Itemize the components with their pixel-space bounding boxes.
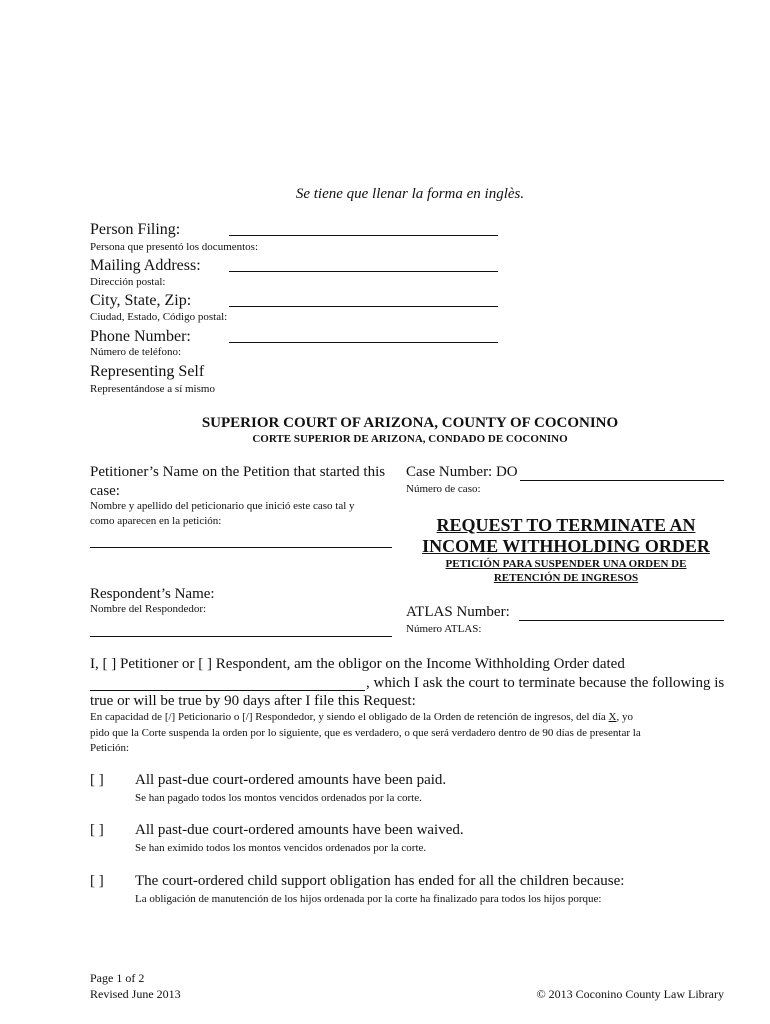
statement-line3: true or will be true by 90 days after I file this Request:: [90, 693, 416, 709]
atlas-number-sublabel: Número ATLAS:: [406, 623, 482, 635]
statement-spanish-date-mark: X: [608, 711, 617, 723]
option-ended-sublabel: La obligación de manutención de los hijos ordenada por la corte ha finalizado para todos los hijos porque:: [135, 893, 602, 905]
option-waived-sublabel: Se han eximido todos los montos vencidos ordenados por la corte.: [135, 842, 427, 854]
mailing-address-sublabel: Dirección postal:: [90, 276, 166, 288]
document-title-line1: REQUEST TO TERMINATE AN: [436, 515, 696, 535]
atlas-number-field[interactable]: [519, 620, 724, 621]
language-notice: Se tiene que llenar la forma en inglès.: [295, 186, 525, 202]
petitioner-sublabel-line2: como aparecen en la petición:: [90, 515, 222, 527]
court-title: SUPERIOR COURT OF ARIZONA, COUNTY OF COCONINO: [201, 415, 619, 431]
mailing-address-label: Mailing Address:: [90, 257, 201, 274]
petitioner-name-field[interactable]: [90, 547, 392, 548]
petitioner-label-line2: case:: [90, 483, 120, 499]
revision-date: Revised June 2013: [90, 987, 181, 1001]
petitioner-sublabel-line1: Nombre y apellido del peticionario que inició este caso tal y: [90, 500, 355, 512]
person-filing-sublabel: Persona que presentó los documentos:: [90, 241, 259, 253]
document-title-spanish-line2: RETENCIÓN DE INGRESOS: [493, 572, 639, 584]
phone-number-field[interactable]: [229, 342, 498, 343]
case-number-sublabel: Número de caso:: [406, 483, 481, 495]
city-state-zip-field[interactable]: [229, 306, 498, 307]
copyright-notice: © 2013 Coconino County Law Library: [536, 987, 724, 1001]
representing-self-label: Representing Self: [90, 363, 205, 380]
option-waived-label: All past-due court-ordered amounts have been waived.: [135, 822, 464, 838]
phone-number-sublabel: Número de teléfono:: [90, 346, 182, 358]
option-paid-label: All past-due court-ordered amounts have been paid.: [135, 772, 447, 788]
statement-spanish-line2: pido que la Corte suspenda la orden por lo siguiente, que es verdadero, o que será verdadero dentro de 90 días de presentar la: [90, 727, 641, 739]
respondent-sublabel: Nombre del Respondedor:: [90, 603, 207, 615]
statement-spanish-line3: Petición:: [90, 742, 130, 754]
petitioner-label-line1: Petitioner’s Name on the Petition that started this: [90, 464, 386, 480]
document-title-spanish-line1: PETICIÓN PARA SUSPENDER UNA ORDEN DE: [445, 558, 687, 570]
city-state-zip-sublabel: Ciudad, Estado, Código postal:: [90, 311, 228, 323]
statement-spanish-line1-b: , yo: [616, 711, 633, 723]
mailing-address-field[interactable]: [229, 271, 498, 272]
case-number-label: Case Number: DO: [406, 464, 518, 480]
statement-line1: I, [ ] Petitioner or [ ] Respondent, am the obligor on the Income Withholding Order dated: [90, 656, 625, 672]
atlas-number-label: ATLAS Number:: [406, 604, 510, 620]
city-state-zip-label: City, State, Zip:: [90, 292, 192, 309]
person-filing-field[interactable]: [229, 235, 498, 236]
page-number: Page 1 of 2: [90, 971, 145, 985]
statement-spanish-line1: [90, 711, 633, 723]
option-paid-sublabel: Se han pagado todos los montos vencidos ordenados por la corte.: [135, 792, 422, 804]
court-title-spanish: CORTE SUPERIOR DE ARIZONA, CONDADO DE COCONINO: [252, 433, 568, 445]
document-title-line2: INCOME WITHHOLDING ORDER: [422, 536, 710, 556]
statement-spanish-line1-a: En capacidad de [/] Peticionario o [/] Respondedor, y siendo el obligado de la Orden de retención de ingresos, del día: [90, 711, 609, 723]
representing-self-sublabel: Representándose a sí mismo: [90, 383, 215, 395]
statement-line2-suffix: , which I ask the court to terminate because the following is: [366, 675, 725, 691]
case-number-field[interactable]: [520, 480, 724, 481]
option-waived-checkbox[interactable]: [ ]: [90, 822, 104, 838]
respondent-name-field[interactable]: [90, 636, 392, 637]
respondent-label: Respondent’s Name:: [90, 586, 215, 602]
order-date-field[interactable]: [90, 690, 365, 691]
option-ended-checkbox[interactable]: [ ]: [90, 873, 104, 889]
person-filing-label: Person Filing:: [90, 221, 181, 238]
option-ended-label: The court-ordered child support obligation has ended for all the children because:: [135, 873, 625, 889]
phone-number-label: Phone Number:: [90, 328, 191, 345]
option-paid-checkbox[interactable]: [ ]: [90, 772, 104, 788]
